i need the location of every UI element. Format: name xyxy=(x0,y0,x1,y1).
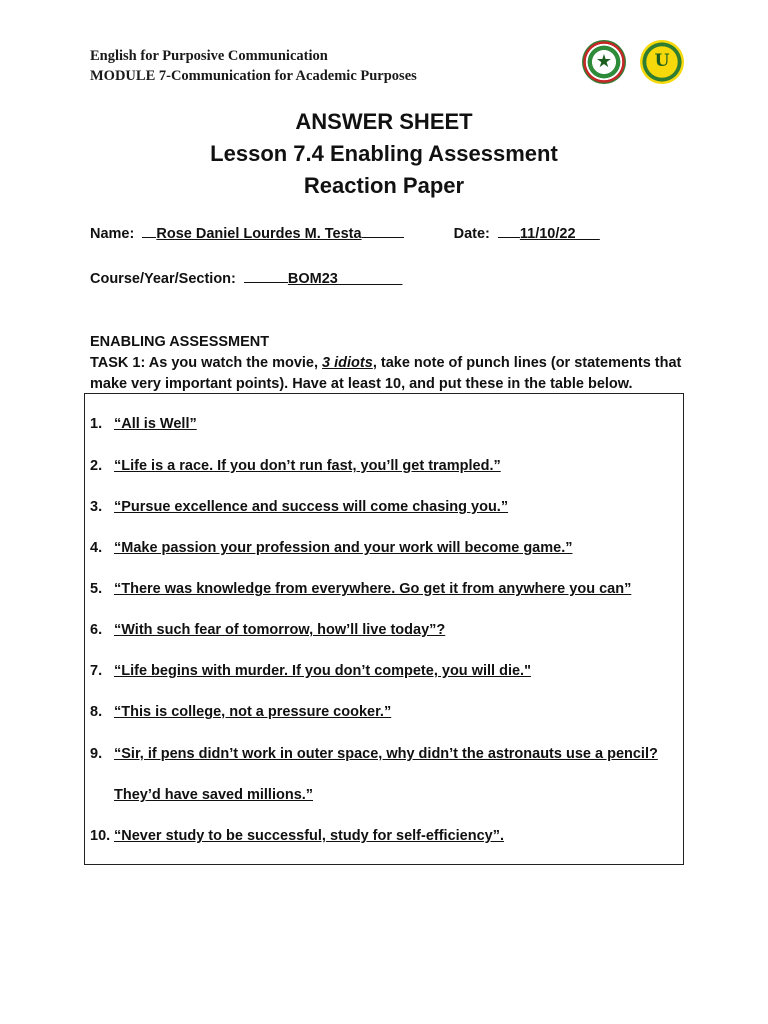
list-item: 9. “Sir, if pens didn’t work in outer space, why didn’t the astronauts use a pencil? xyxy=(90,746,658,762)
enabling-assessment xyxy=(90,332,690,395)
movie-title: 3 idiots xyxy=(322,355,373,371)
task-instructions: TASK 1: As you watch the movie, 3 idiots, take note of punch lines (or statements that make very important points). Have at least 10, and put these in the table below. xyxy=(90,355,682,392)
answers-table xyxy=(84,393,684,865)
module-header xyxy=(90,46,417,86)
list-item: 5. “There was knowledge from everywhere. Go get it from anywhere you can” xyxy=(90,581,632,597)
date-value: 11/10/22___ xyxy=(519,226,600,242)
course-row xyxy=(90,267,402,289)
college-seal-icon: U xyxy=(640,40,684,84)
title-lesson: Lesson 7.4 Enabling Assessment xyxy=(210,141,558,166)
list-item: 6. “With such fear of tomorrow, how’ll live today”? xyxy=(90,622,446,638)
list-item: 3. “Pursue excellence and success will come chasing you.” xyxy=(90,499,509,515)
list-item: 8. “This is college, not a pressure cooker.” xyxy=(90,704,392,720)
list-item: 4. “Make passion your profession and your work will become game.” xyxy=(90,540,573,556)
list-item: 10. “Never study to be successful, study for self-efficiency”. xyxy=(90,828,505,844)
course-value: BOM23________ xyxy=(287,271,403,287)
school-seal-icon: ★ xyxy=(582,40,626,84)
name-label: Name: xyxy=(90,226,135,242)
title-answer-sheet: ANSWER SHEET xyxy=(295,109,473,134)
list-item: 1. “All is Well” xyxy=(90,416,197,432)
date-label: Date: xyxy=(453,226,490,242)
list-item-continuation: They’d have saved millions.” xyxy=(114,787,314,803)
course-title: English for Purposive Communication xyxy=(90,48,328,64)
list-item: 7. “Life begins with murder. If you don’t compete, you will die." xyxy=(90,663,531,679)
title-reaction-paper: Reaction Paper xyxy=(303,173,465,198)
module-title: MODULE 7-Communication for Academic Purposes xyxy=(90,68,417,84)
document-title xyxy=(0,106,768,202)
assessment-heading: ENABLING ASSESSMENT xyxy=(90,334,270,350)
name-value: Rose Daniel Lourdes M. Testa xyxy=(156,226,362,242)
course-label: Course/Year/Section: xyxy=(90,271,236,287)
list-item: 2. “Life is a race. If you don’t run fast, you’ll get trampled.” xyxy=(90,458,501,474)
name-date-row xyxy=(90,222,600,244)
